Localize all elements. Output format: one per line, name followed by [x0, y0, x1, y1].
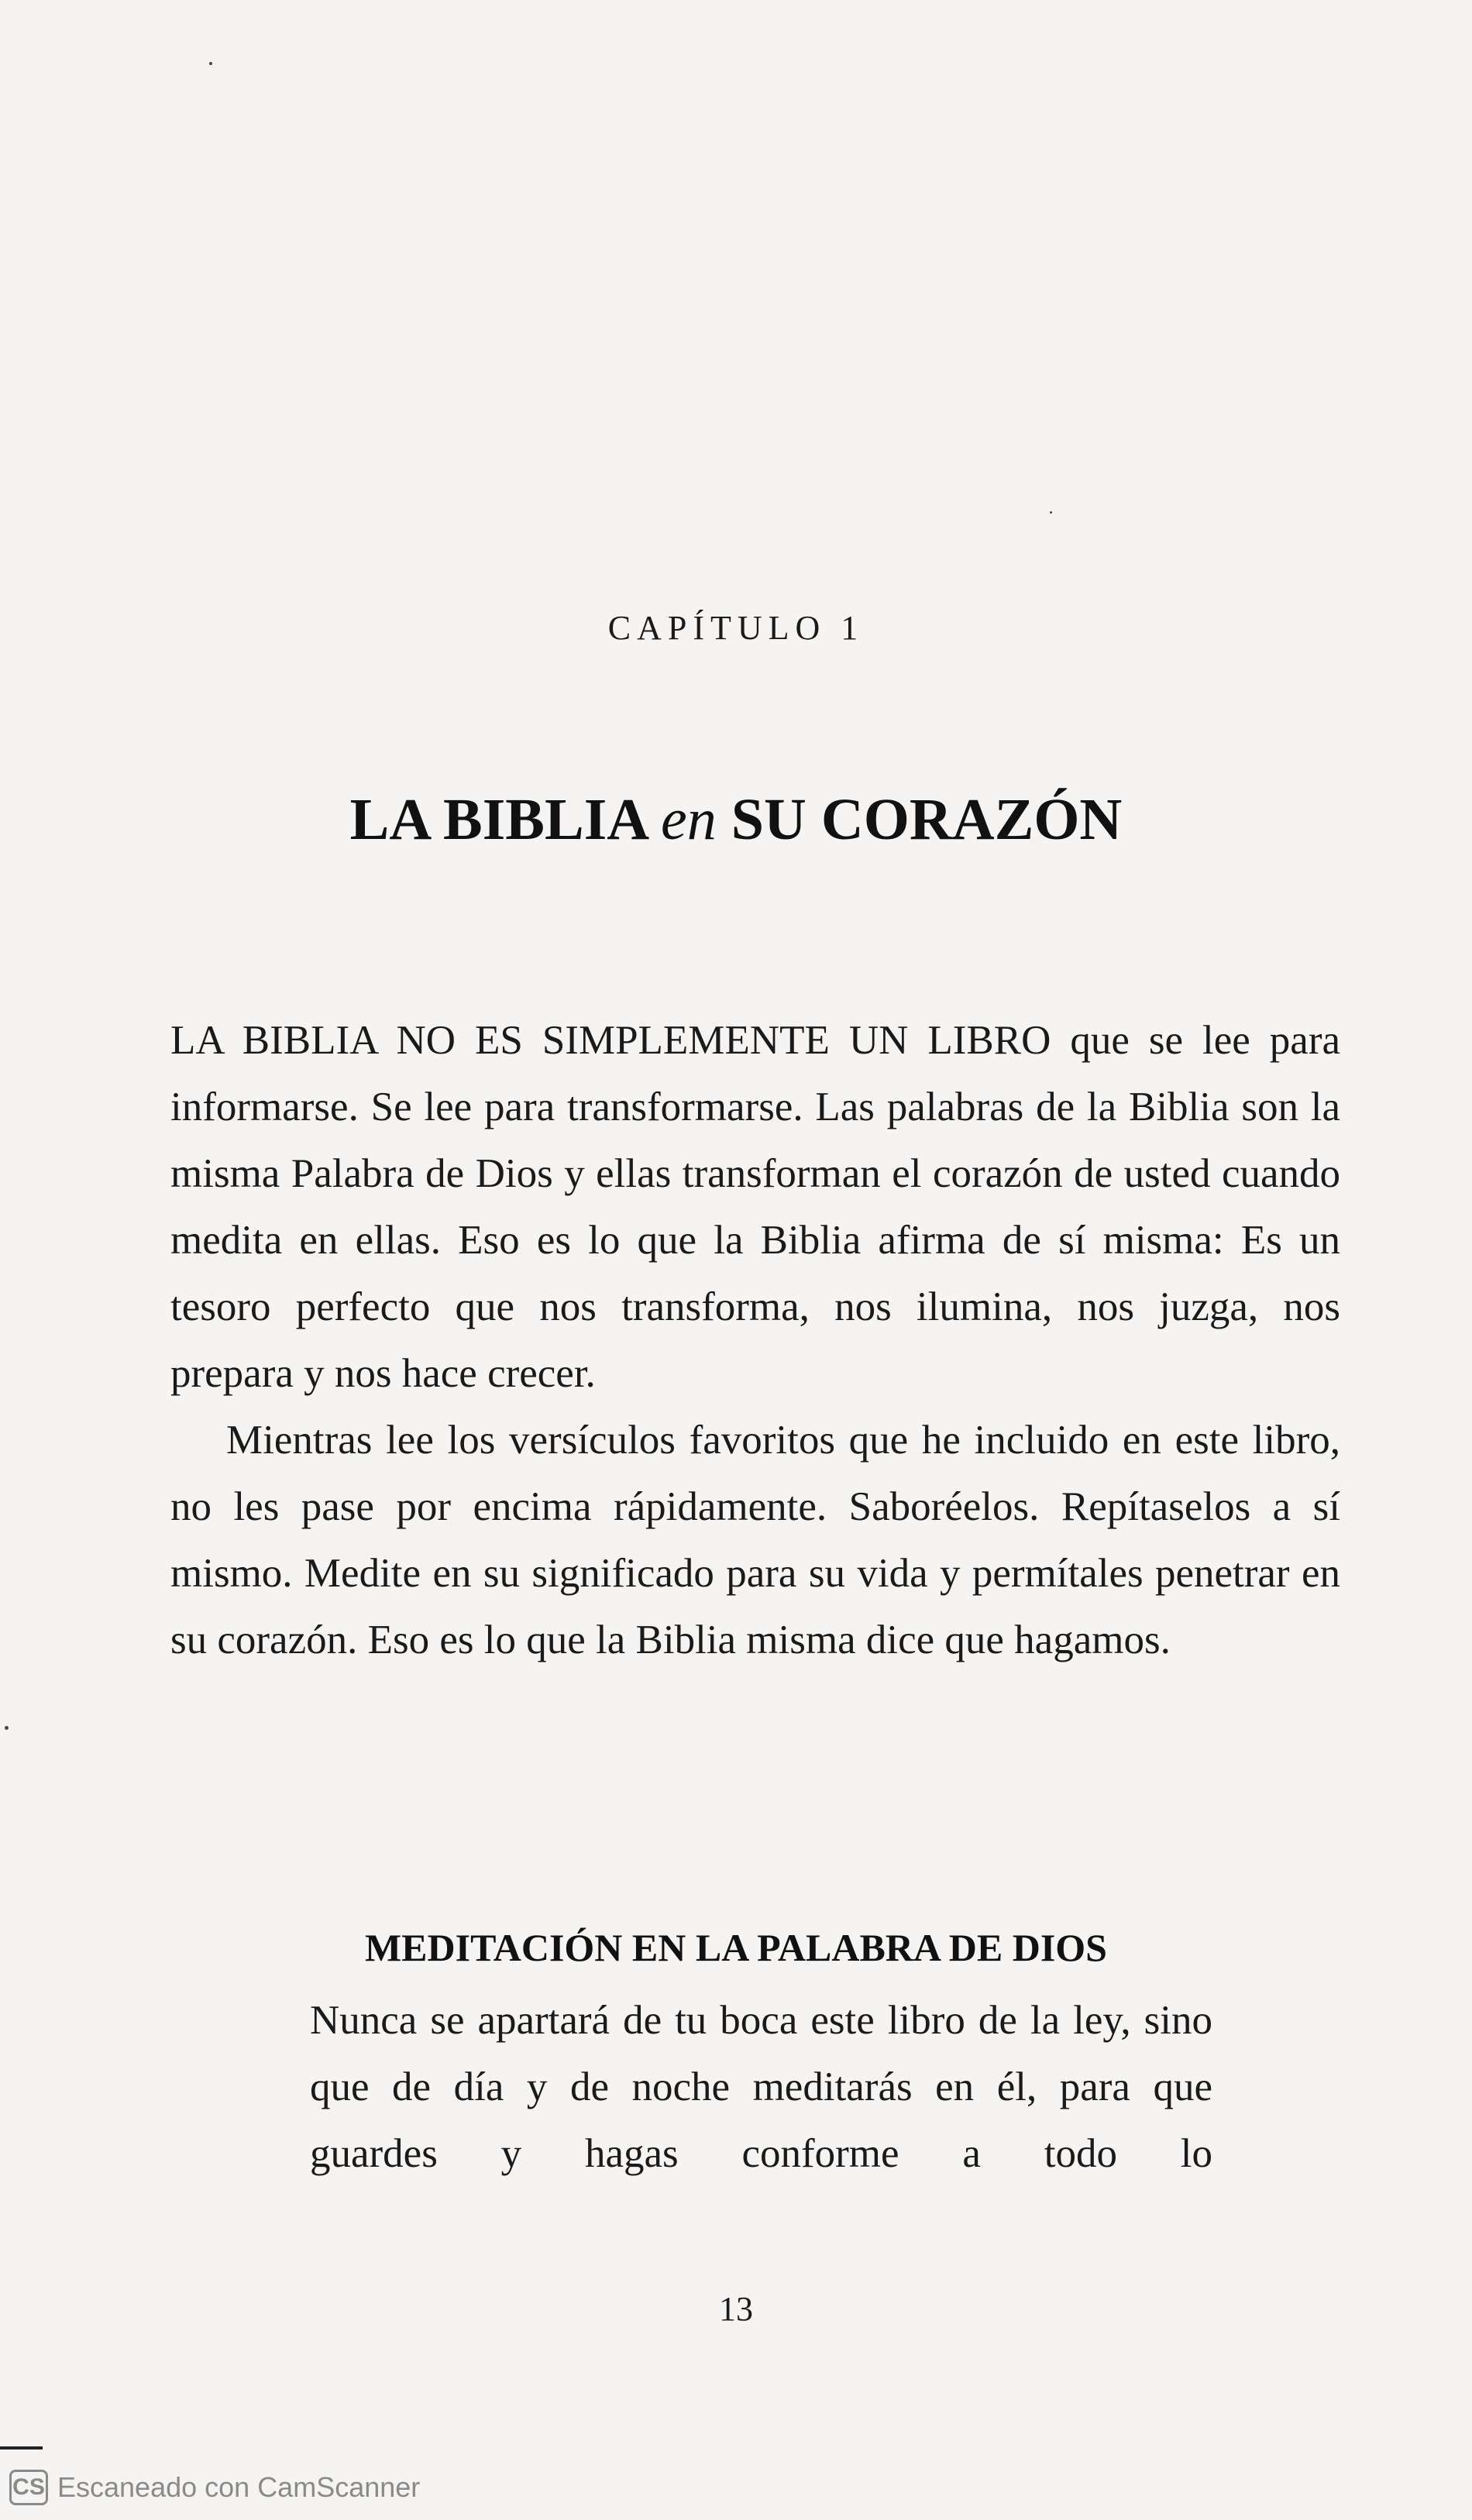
chapter-title-part1: LA BIBLIA	[349, 787, 646, 852]
paragraph-1	[170, 1007, 1340, 1407]
camscanner-watermark	[9, 2467, 420, 2508]
section-heading: MEDITACIÓN EN LA PALABRA DE DIOS	[364, 1926, 1107, 1969]
chapter-label: CAPÍTULO 1	[607, 609, 865, 647]
scan-speck	[5, 1726, 9, 1730]
paragraph-1-lead: LA BIBLIA NO ES SIMPLEMENTE UN LIBRO	[170, 1018, 1051, 1063]
chapter-title-part2: SU CORAZÓN	[731, 787, 1123, 852]
scan-edge-line	[0, 2446, 43, 2450]
watermark-text: Escaneado con CamScanner	[57, 2471, 421, 2503]
camscanner-logo-icon: CS	[9, 2470, 48, 2505]
chapter-title	[0, 786, 1472, 854]
paragraph-1-rest: que se lee para informarse. Se lee para transformarse. Las palabras de la Biblia son la misma Palabra de Dios y ellas transforman el corazón de usted cuando medita en ellas. Eso es lo que la Biblia afirma de sí misma: Es un tesoro perfecto que nos transforma, nos ilumina, nos juzga, nos prepara y nos hace crecer.	[170, 1018, 1340, 1396]
scan-speck	[209, 62, 212, 65]
paragraph-2: Mientras lee los versículos favoritos que he incluido en este libro, no les pase por encima rápidamente. Saboréelos. Repítaselos a sí mismo. Medite en su significado para su vida y permítales penetrar en su corazón. Eso es lo que la Biblia misma dice que hagamos.	[170, 1418, 1340, 1662]
chapter-body	[170, 1007, 1340, 1673]
scan-speck	[1050, 511, 1052, 514]
chapter-title-connector: en	[660, 787, 717, 852]
verse-text: Nunca se apartará de tu boca este libro de la ley, sino que de día y de noche meditarás en él, para que guardes y hagas conforme a todo lo	[310, 1998, 1212, 2176]
page-number: 13	[719, 2290, 753, 2328]
